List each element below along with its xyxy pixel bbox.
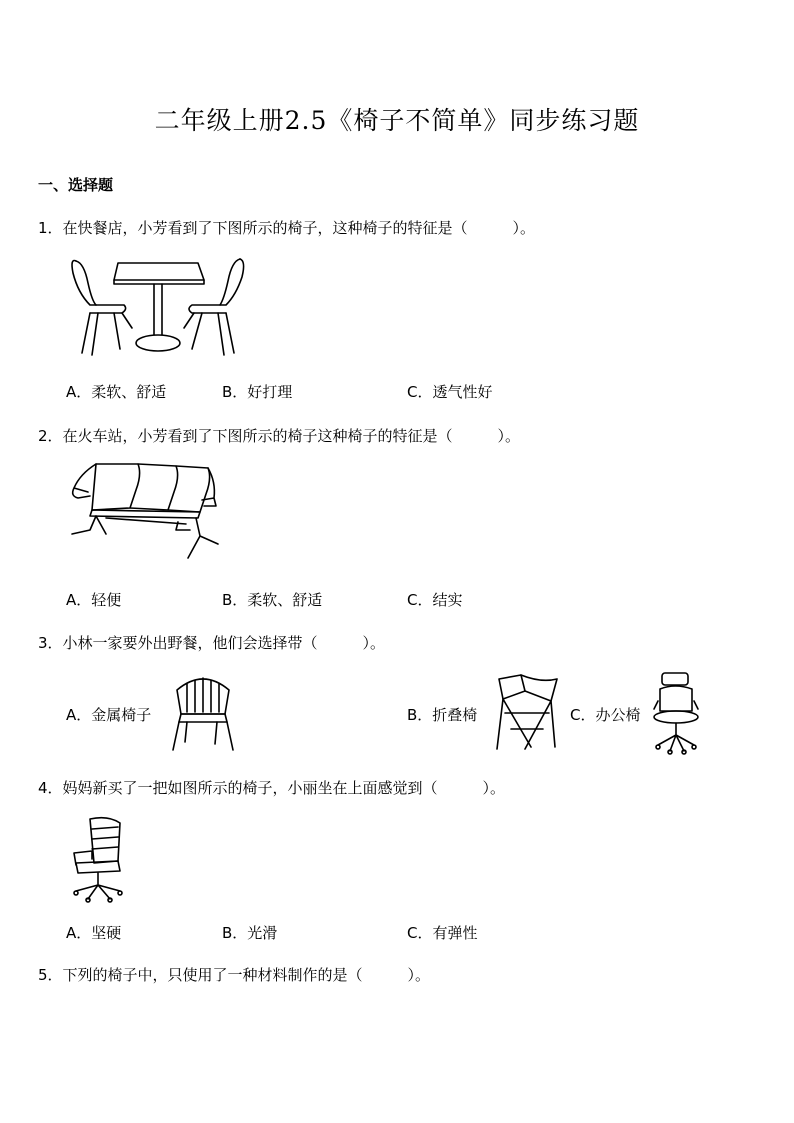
question-2-text: 2．在火车站，小芳看到了下图所示的椅子这种椅子的特征是（ ）。: [38, 427, 521, 445]
q4-option-a[interactable]: A．坚硬: [66, 924, 122, 942]
metal-chair-icon: [167, 670, 239, 752]
fast-food-table-chairs-icon: [68, 253, 248, 358]
page-title: 二年级上册2.5《椅子不简单》同步练习题: [154, 106, 640, 135]
question-3-text: 3．小林一家要外出野餐，他们会选择带（ ）。: [38, 634, 386, 652]
office-chair-icon: [648, 671, 706, 755]
question-5-text: 5．下列的椅子中，只使用了一种材料制作的是（ ）。: [38, 966, 431, 984]
q3-option-a[interactable]: A．金属椅子: [66, 706, 152, 724]
station-bench-icon: [66, 460, 226, 566]
q2-option-a[interactable]: A．轻便: [66, 591, 122, 609]
leather-office-chair-icon: [68, 815, 128, 901]
section-heading: 一、选择题: [38, 176, 114, 194]
question-4-text: 4．妈妈新买了一把如图所示的椅子，小丽坐在上面感觉到（ ）。: [38, 779, 506, 797]
q1-option-c[interactable]: C．透气性好: [407, 383, 493, 401]
q2-option-b[interactable]: B．柔软、舒适: [222, 591, 323, 609]
folding-chair-icon: [491, 673, 561, 751]
q4-option-c[interactable]: C．有弹性: [407, 924, 478, 942]
q2-option-c[interactable]: C．结实: [407, 591, 463, 609]
q3-option-c[interactable]: C．办公椅: [570, 706, 641, 724]
question-1-text: 1．在快餐店，小芳看到了下图所示的椅子，这种椅子的特征是（ ）。: [38, 219, 536, 237]
q1-option-a[interactable]: A．柔软、舒适: [66, 383, 167, 401]
q4-option-b[interactable]: B．光滑: [222, 924, 278, 942]
q3-option-b[interactable]: B．折叠椅: [407, 706, 478, 724]
q1-option-b[interactable]: B．好打理: [222, 383, 293, 401]
